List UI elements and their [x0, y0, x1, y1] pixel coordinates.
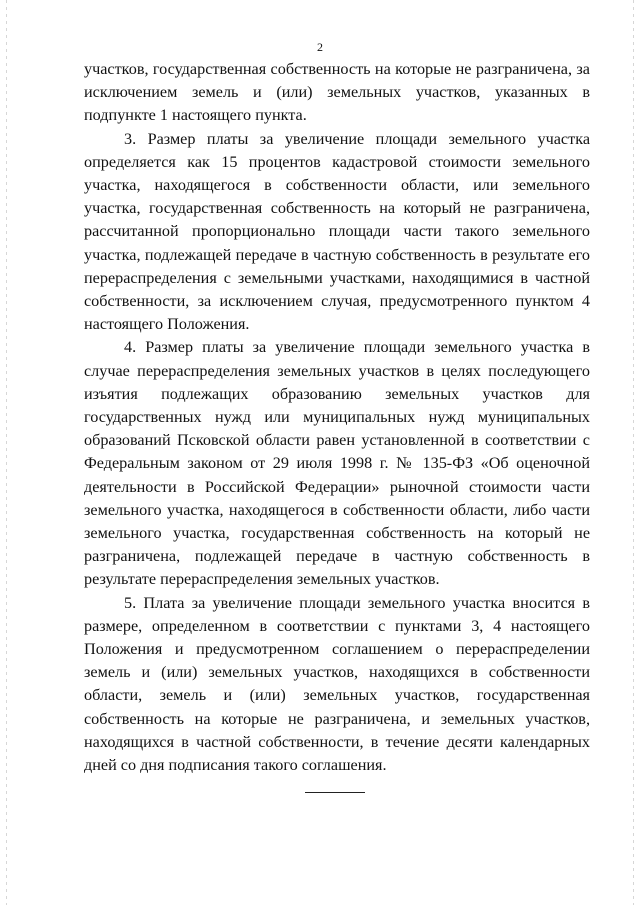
- paragraph-continuation: участков, государственная собственность на которые не разграничена, за исключением земель и (или) земельных участков, указанных в подпункте 1 настоящего пункта.: [84, 60, 590, 125]
- document-body: [84, 58, 590, 777]
- page-left-edge: [6, 0, 7, 905]
- paragraph-item-3: 3. Размер платы за увеличение площади земельного участка определяется как 15 процентов кадастровой стоимости земельного участка, находящегося в собственности области, или земельного участка, государственная собственность на который не разграничена, рассчитанной пропорционально площади части такого земельного участка, подлежащей передаче в частную собственность в результате его перераспределения с земельными участками, находящимися в частной собственности, за исключением случая, предусмотренного пунктом 4 настоящего Положения.: [84, 129, 590, 334]
- paragraph-item-5: 5. Плата за увеличение площади земельного участка вносится в размере, определенном в соответствии с пунктами 3, 4 настоящего Положения и предусмотренном соглашением о перераспределении земель и (или) земельных участков, находящихся в собственности области, земель и (или) земельных участков, государственная собственность на которые не разграничена, и земельных участков, находящихся в частной собственности, в течение десяти календарных дней со дня подписания такого соглашения.: [84, 593, 590, 775]
- page-right-edge: [633, 0, 634, 905]
- page-number: 2: [317, 40, 323, 54]
- closing-rule: [305, 792, 365, 793]
- paragraph-item-4: 4. Размер платы за увеличение площади земельного участка в случае перераспределения земельных участков в целях последующего изъятия подлежащих образованию земельных участков для государственных нужд или муниципальных нужд муниципальных образований Псковской области равен установленной в соответствии с Федеральным законом от 29 июля 1998 г. № 135-ФЗ «Об оценочной деятельности в Российской Федерации» рыночной стоимости части земельного участка, находящегося в собственности области, либо части земельного участка, государственная собственность на который не разграничена, подлежащей передаче в частную собственность в результате перераспределения земельных участков.: [84, 338, 590, 589]
